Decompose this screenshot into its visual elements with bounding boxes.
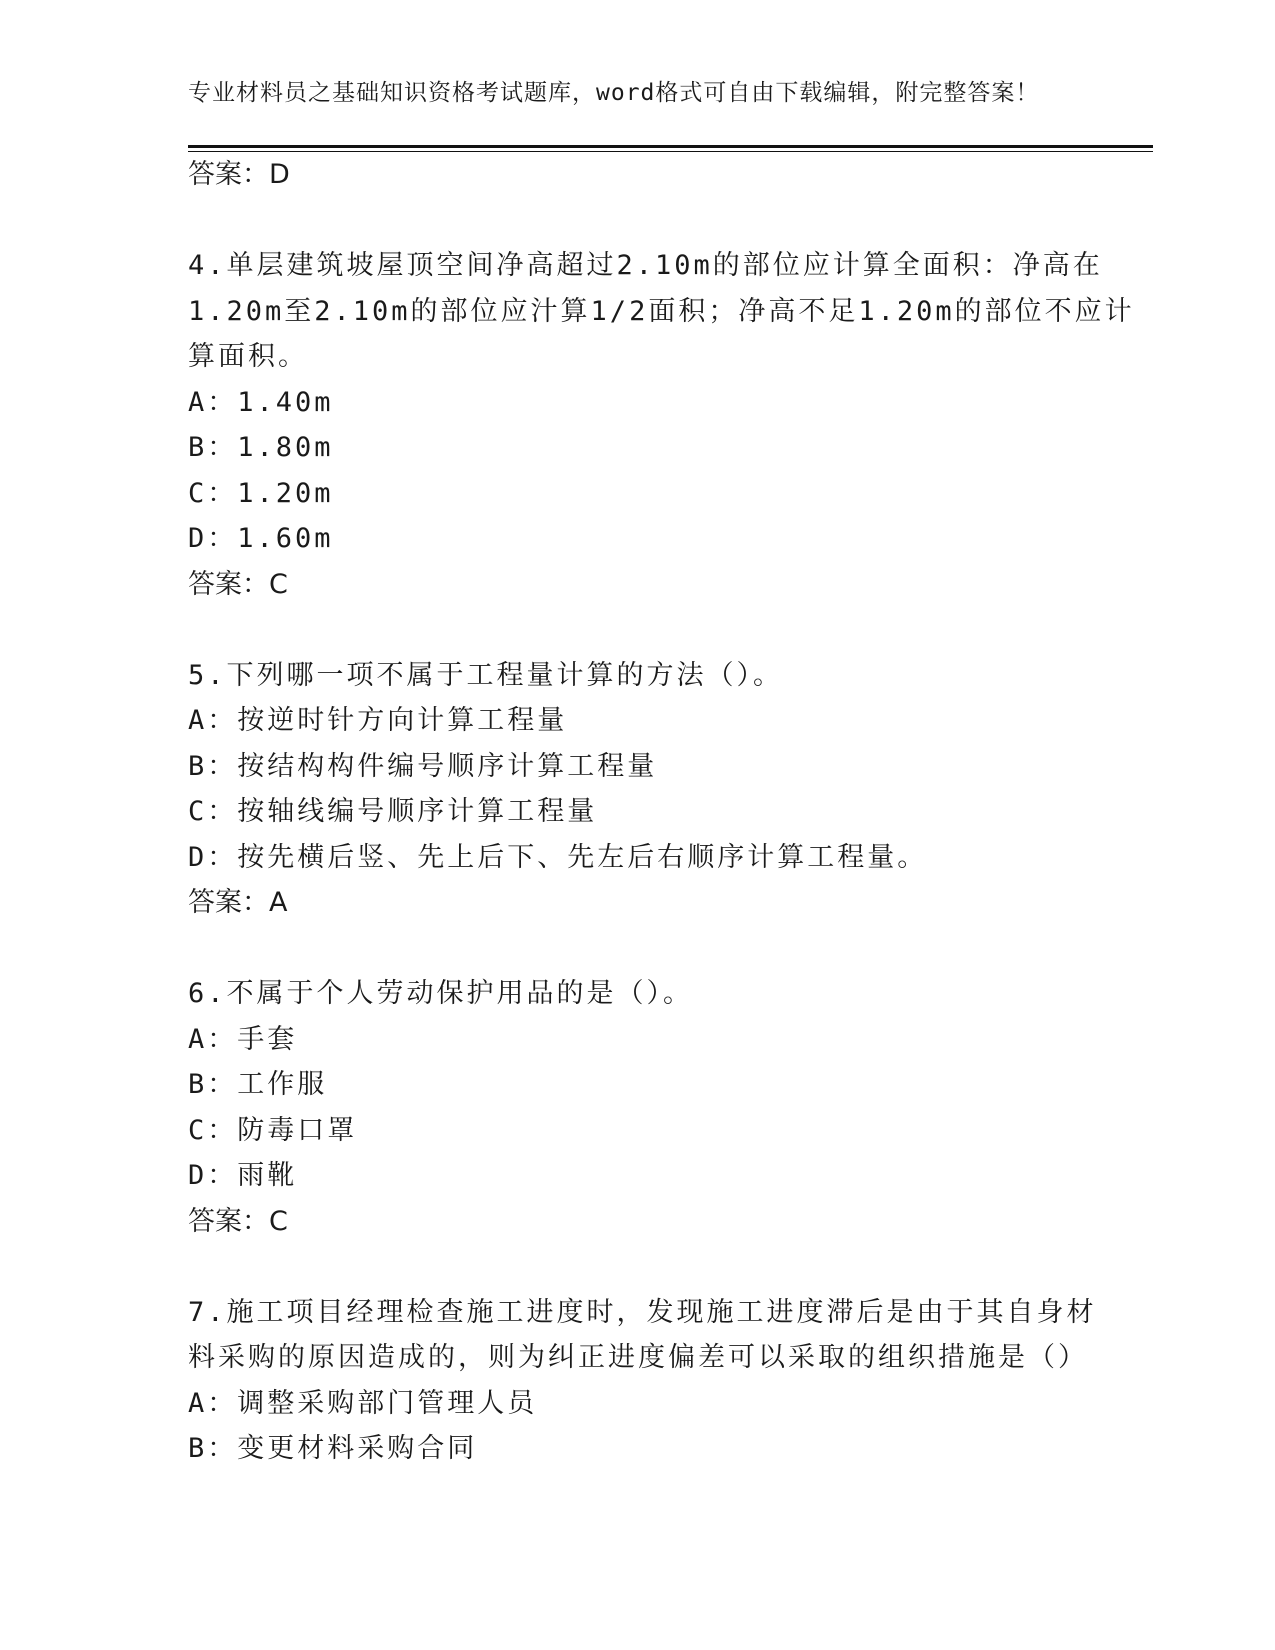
question-6 — [188, 971, 1088, 1244]
spacer — [188, 926, 1088, 972]
option-b: B：1.80m — [188, 432, 334, 463]
question-4 — [188, 243, 1135, 607]
question-text-line: 1.20m至2.10m的部位应汁算1/2面积；净高不足1.20m的部位不应计 — [188, 295, 1135, 327]
option-d: D：按先横后竖、先上后下、先左后右顺序计算工程量。 — [188, 841, 928, 873]
option-a: A：调整采购部门管理人员 — [188, 1387, 538, 1419]
option-b: B：工作服 — [188, 1069, 328, 1100]
answer-line: 答案：D — [188, 159, 290, 190]
spacer — [188, 1244, 1088, 1290]
question-text-line: 4.单层建筑坡屋顶空间净高超过2.10m的部位应计算全面积：净高在 — [188, 250, 1103, 281]
option-a: A：1.40m — [188, 386, 334, 418]
spacer — [188, 198, 1088, 244]
question-text-line: 算面积。 — [188, 341, 308, 372]
header-divider-thick — [188, 145, 1153, 148]
option-d: D：雨靴 — [188, 1160, 298, 1191]
spacer — [188, 607, 1088, 653]
option-c: C：1.20m — [188, 477, 334, 509]
question-text-line: 6.不属于个人劳动保护用品的是（）。 — [188, 978, 694, 1009]
document-body — [188, 152, 1135, 1472]
option-c: C：防毒口罩 — [188, 1114, 358, 1146]
option-b: B：变更材料采购合同 — [188, 1433, 478, 1464]
answer-line: 答案：C — [188, 568, 288, 600]
page-header: 专业材料员之基础知识资格考试题库，word格式可自由下载编辑，附完整答案！ — [188, 80, 1040, 106]
option-d: D：1.60m — [188, 523, 334, 554]
question-text-line: 料采购的原因造成的，则为纠正进度偏差可以采取的组织措施是（） — [188, 1342, 1088, 1373]
option-a: A：按逆时针方向计算工程量 — [188, 705, 568, 736]
option-b: B：按结构构件编号顺序计算工程量 — [188, 750, 658, 782]
question-7 — [188, 1290, 1097, 1472]
option-c: C：按轴线编号顺序计算工程量 — [188, 796, 598, 827]
question-text-line: 7.施工项目经理检查施工进度时，发现施工进度滞后是由于其自身材 — [188, 1296, 1097, 1328]
answer-line: 答案：A — [188, 887, 288, 918]
question-text-line: 5.下列哪一项不属于工程量计算的方法（）。 — [188, 659, 784, 691]
option-a: A：手套 — [188, 1023, 298, 1055]
question-5 — [188, 653, 1088, 926]
answer-line: 答案：C — [188, 1205, 288, 1237]
